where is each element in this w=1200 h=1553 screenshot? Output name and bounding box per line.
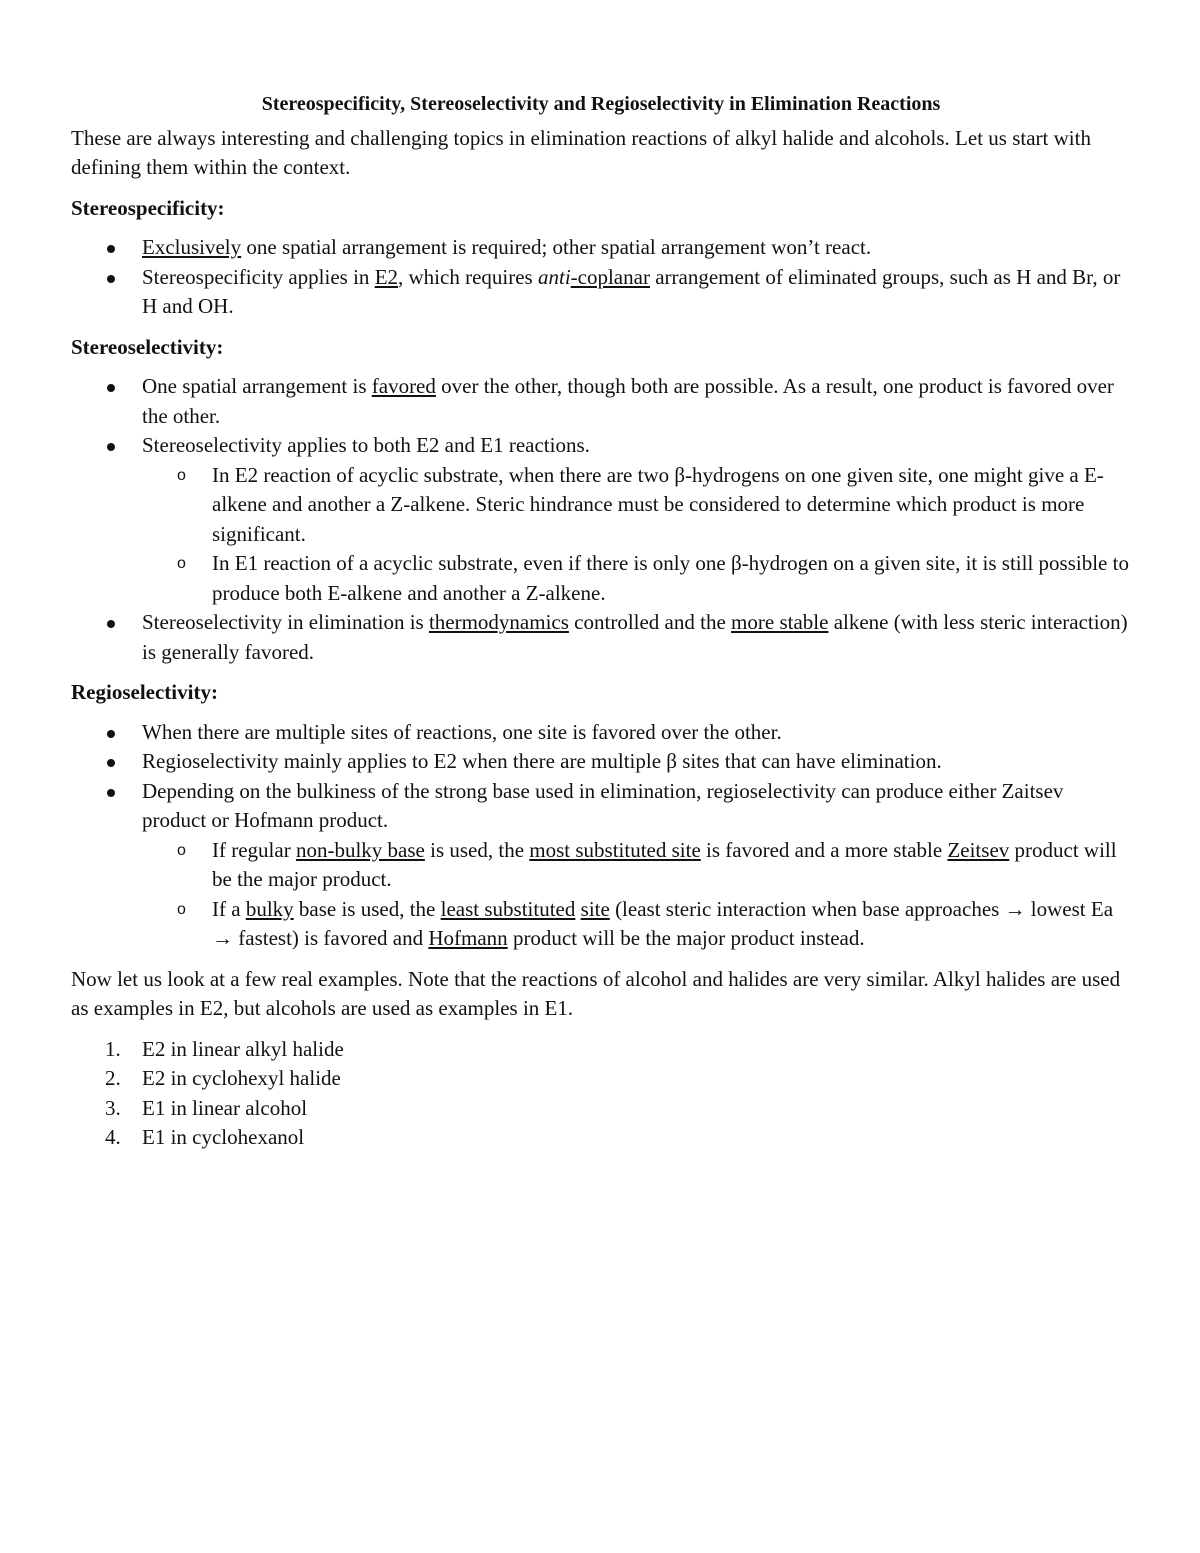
bullet-icon [107, 620, 115, 628]
bullet-icon [107, 275, 115, 283]
list-item: Stereoselectivity applies to both E2 and E1 reactions. o In E2 reaction of acyclic substrate, when there are two β-hydrogens on one given site, one might give a E-alkene and another a Z-alkene. Steric hindrance must be considered to determine which product is more significant. o In E1 reaction of a acyclic substrate, even if there is only one β-hydrogen on a given site, it is still possible to produce both E-alkene and another a Z-alkene. [71, 431, 1131, 608]
stereoselectivity-list [71, 372, 1131, 667]
example-item: 2. E2 in cyclohexyl halide [105, 1066, 341, 1090]
sub-list-item: o If a bulky base is used, the least substituted site (least steric interaction when base approaches → lowest Ea → fastest) is favored and Hofmann product will be the major product instead. [177, 896, 1114, 950]
examples-list [71, 1035, 1131, 1153]
document-page [71, 90, 1131, 1153]
list-item: Regioselectivity mainly applies to E2 when there are multiple β sites that can have elimination. [71, 747, 1131, 777]
sub-bullet-icon: o [177, 900, 186, 918]
list-item: One spatial arrangement is favored over the other, though both are possible. As a result, one product is favored over the other. [71, 372, 1131, 431]
list-item: Stereospecificity applies in E2, which requires anti-coplanar arrangement of eliminated groups, such as H and Br, or H and OH. [71, 263, 1131, 322]
intro-paragraph: These are always interesting and challenging topics in elimination reactions of alkyl halide and alcohols. Let us start with defining them within the context. [71, 125, 1091, 179]
list-item: When there are multiple sites of reactions, one site is favored over the other. [71, 718, 1131, 748]
outro-paragraph: Now let us look at a few real examples. Note that the reactions of alcohol and halides are very similar. Alkyl halides are used as examples in E2, but alcohols are used as examples in E1. [71, 966, 1121, 1020]
regioselectivity-list [71, 718, 1131, 954]
sub-bullet-icon: o [177, 841, 186, 859]
bullet-icon [107, 730, 115, 738]
stereospecificity-list [71, 233, 1131, 322]
sub-list [142, 836, 1131, 954]
sub-list-item: o If regular non-bulky base is used, the most substituted site is favored and a more stable Zeitsev product will be the major product. [177, 837, 1117, 891]
regioselectivity-heading: Regioselectivity: [71, 680, 218, 704]
list-item: Exclusively one spatial arrangement is required; other spatial arrangement won’t react. [71, 233, 1131, 263]
sub-list-item: o In E2 reaction of acyclic substrate, when there are two β-hydrogens on one given site, one might give a E-alkene and another a Z-alkene. Steric hindrance must be considered to determine which product is more significant. [177, 462, 1104, 546]
example-item: 1. E2 in linear alkyl halide [105, 1036, 344, 1061]
stereospecificity-heading: Stereospecificity: [71, 195, 225, 220]
example-item: 4. E1 in cyclohexanol [105, 1125, 305, 1149]
document-title: Stereospecificity, Stereoselectivity and Regioselectivity in Elimination Reactions [261, 93, 941, 115]
bullet-icon [107, 384, 115, 392]
sub-list-item: o In E1 reaction of a acyclic substrate, even if there is only one β-hydrogen on a given site, it is still possible to produce both E-alkene and another a Z-alkene. [177, 551, 1129, 605]
bullet-icon [107, 789, 115, 797]
bullet-icon [107, 443, 115, 451]
bullet-icon [107, 245, 115, 253]
list-item: Stereoselectivity in elimination is thermodynamics controlled and the more stable alkene (with less steric interaction) is generally favored. [71, 608, 1131, 667]
sub-bullet-icon: o [177, 466, 186, 484]
stereoselectivity-heading: Stereoselectivity: [71, 334, 224, 359]
sub-bullet-icon: o [177, 555, 186, 572]
sub-list [142, 461, 1131, 609]
bullet-icon [107, 759, 115, 767]
list-item: Depending on the bulkiness of the strong base used in elimination, regioselectivity can produce either Zaitsev product or Hofmann product. o If regular non-bulky base is used, the most substituted site is favored and a more stable Zeitsev product will be the major product. o If a bulky base is used, the least substituted site (least steric interaction when base approaches → lowest Ea → fastest) is favored and Hofmann product will be the major product instead. [71, 777, 1131, 954]
example-item: 3. E1 in linear alcohol [105, 1095, 308, 1120]
